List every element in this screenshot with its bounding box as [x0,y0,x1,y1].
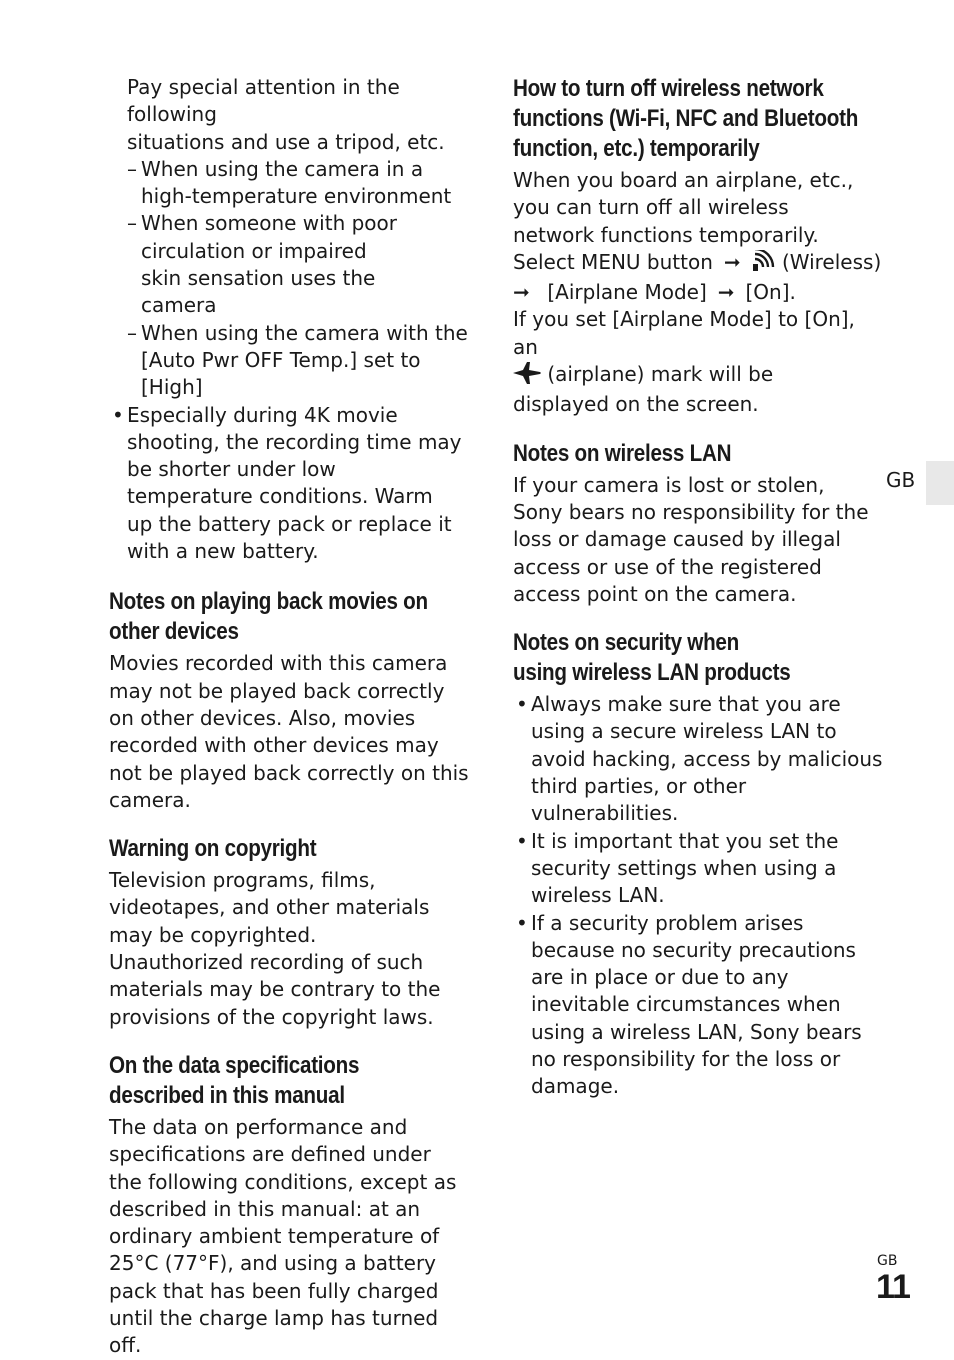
section-security [513,628,883,1100]
left-column [109,74,479,1360]
section-body-copyright: Television programs, films, videotapes, and other materials may be copyrighted. Unauthorized recording of such materials may be contrary to the provisions of the copyright laws. [109,868,441,1029]
airplane-body-2-end: (airplane) mark will be displayed on the screen. [513,362,774,417]
airplane-body-1: When you board an airplane, etc., you can turn off all wireless network functions temporarily. [513,168,854,247]
security-bullet: • It is important that you set the security settings when using a wireless LAN. [513,828,846,910]
intro-line: Pay special attention in the following [127,75,400,127]
section-playback [109,587,479,814]
section-airplane [513,74,883,419]
section-title-data-spec: On the data specifications described in this manual [109,1051,360,1109]
side-tab-label: GB [886,468,916,492]
menu-step-select: Select MENU button [513,249,713,274]
menu-step-on: [On]. [745,280,796,305]
intro-text [109,74,479,156]
dash-item-high-temp: – When using the camera in a high-temperature environment [109,156,471,211]
section-body-data-spec: The data on performance and specifications are defined under the following conditions, except as described in this manual: at an ordinary ambient temperature of 25°C (77°F), and using a battery pack that has been fully charged until the charge lamp has turned off. [109,1114,457,1358]
section-title-airplane: How to turn off wireless network functions (Wi-Fi, NFC and Bluetooth function, etc.) temporarily [513,75,859,162]
section-title-playback: Notes on playing back movies on other devices [109,588,428,646]
section-wlan [513,439,883,608]
security-bullet: • If a security problem arises because no security precautions are in place or due to any inevitable circumstances when using a wireless LAN, Sony bears no responsibility for the loss or damage. [513,910,866,1101]
section-body-wlan: If your camera is lost or stolen, Sony bears no responsibility for the loss or damage caused by illegal access or use of the registered access point on the camera. [513,472,869,606]
dash-item-poor-circulation: – When someone with poor circulation or impaired skin sensation uses the camera [109,210,411,319]
bullet-4k-movie: • Especially during 4K movie shooting, the recording time may be shorter under low temperature conditions. Warm up the battery pack or replace it with a new battery. [109,402,462,566]
menu-step-wireless: (Wireless) [781,249,882,274]
side-tab [926,461,954,505]
right-column [513,74,883,1101]
section-copyright [109,834,479,1031]
section-title-security: Notes on security when using wireless LAN products [513,629,791,687]
menu-step-airplane-mode: [Airplane Mode] [547,280,707,305]
dash-item-auto-pwr-off: – When using the camera with the [Auto Pwr OFF Temp.] set to [High] [109,320,486,402]
airplane-icon [513,362,541,391]
section-title-wlan: Notes on wireless LAN [513,439,732,467]
bullet-list-4k [109,402,479,566]
intro-line: situations and use a tripod, etc. [127,129,445,154]
security-bullet: • Always make sure that you are using a secure wireless LAN to avoid hacking, access by malicious third parties, or other vulnerabilities. [513,691,886,827]
condition-list [109,156,479,402]
security-bullets [513,691,883,1100]
menu-path-2 [513,279,883,306]
footer-lang: GB [877,1253,898,1269]
section-title-copyright: Warning on copyright [109,835,317,863]
right-arrow-icon: ➞ [717,280,735,305]
menu-path [513,249,883,279]
right-arrow-icon: ➞ [723,249,741,274]
wireless-icon [752,250,776,279]
section-body-playback: Movies recorded with this camera may not be played back correctly on other devices. Also, movies recorded with other devices may not be played back correctly on this camera. [109,651,469,812]
airplane-body-2-start: If you set [Airplane Mode] to [On], an [513,307,855,359]
section-data-spec [109,1051,479,1360]
page-number: 11 [876,1268,910,1306]
right-arrow-icon: ➞ [513,280,530,305]
airplane-body-2 [513,361,868,419]
